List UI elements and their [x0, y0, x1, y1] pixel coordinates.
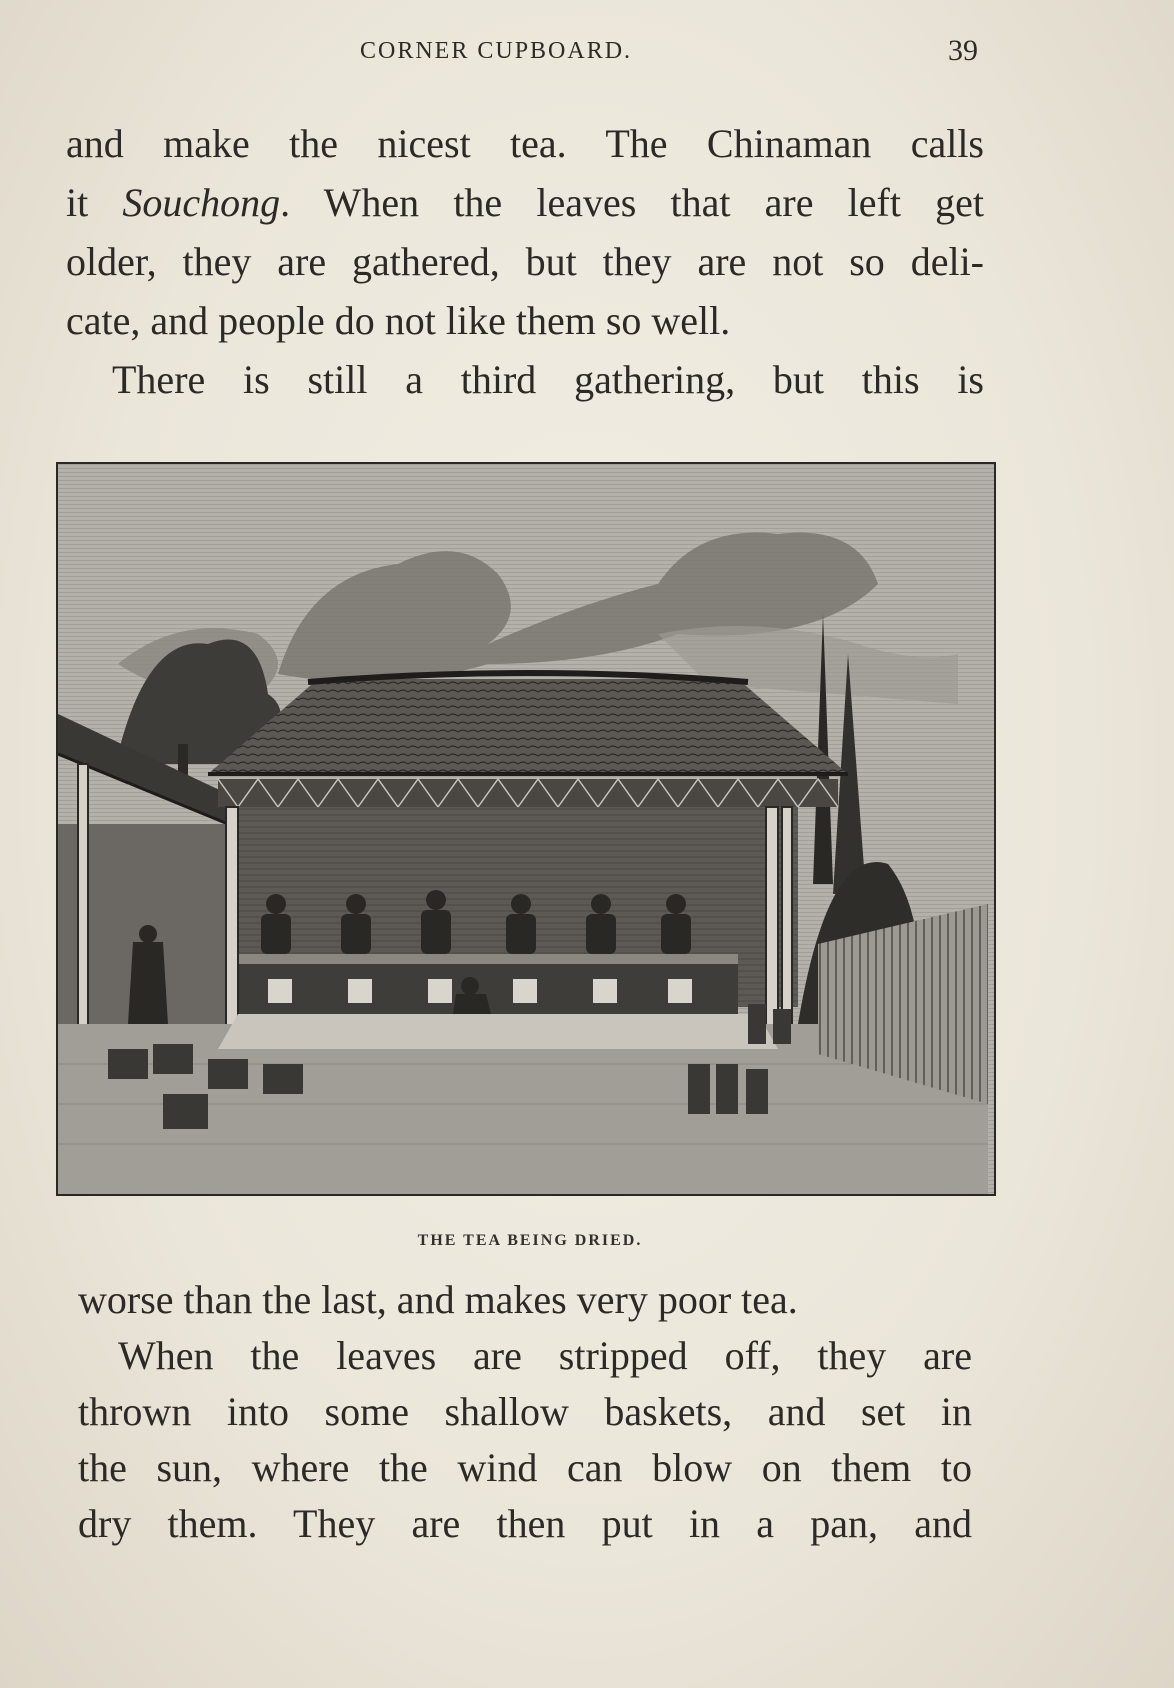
bottom-paragraphs [78, 1272, 972, 1552]
top-paragraphs [66, 114, 984, 409]
text-line: There is still a third gathering, but this is [112, 357, 984, 402]
figure-caption: THE TEA BEING DRIED. [417, 1232, 643, 1249]
text-line: and make the nicest tea. The Chinaman calls [66, 121, 984, 166]
text-line: When the leaves are stripped off, they are [118, 1333, 972, 1378]
text-line: older, they are gathered, but they are not so deli- [66, 239, 984, 284]
text-line: the sun, where the wind can blow on them to [78, 1445, 972, 1490]
text-line: cate, and people do not like them so well. [66, 298, 731, 343]
tea-drying-house-picture [58, 464, 994, 1194]
text-line: thrown into some shallow baskets, and set in [78, 1389, 972, 1434]
text-line: worse than the last, and makes very poor tea. [78, 1277, 798, 1322]
italic-word: Souchong [122, 180, 281, 225]
text-line: dry them. They are then put in a pan, and [78, 1501, 972, 1546]
page-number: 39 [948, 34, 978, 67]
engraving-illustration [56, 462, 996, 1196]
running-head: CORNER CUPBOARD. [360, 38, 633, 64]
text-line: it Souchong. When the leaves that are left get [66, 180, 984, 225]
